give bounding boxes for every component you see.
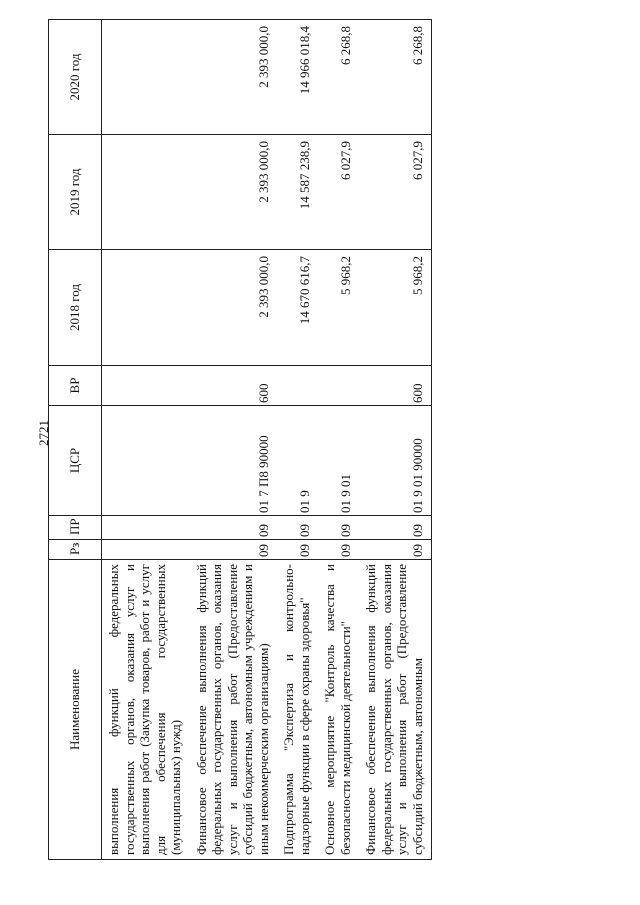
row-pr	[102, 516, 190, 540]
row-name: Финансовое обеспечение выполнения функций федеральных государственных органов, оказания услуг и выполнения работ (Предоставление субсидий бюджетным, автономным учреждениям и иным некоммерческим организациям)	[190, 560, 278, 860]
header-csr: ЦСР	[49, 406, 102, 516]
row-rz: 09	[190, 540, 278, 560]
row-name: Подпрограмма "Экспертиза и контрольно-надзорные функции в сфере охраны здоровья"	[277, 560, 318, 860]
row-pr: 09	[190, 516, 278, 540]
row-rz: 09	[318, 540, 359, 560]
row-vr	[102, 366, 190, 406]
row-csr: 01 9 01	[318, 406, 359, 516]
header-vr: ВР	[49, 366, 102, 406]
budget-table	[48, 19, 432, 860]
row-name: Финансовое обеспечение выполнения функций федеральных государственных органов, оказания услуг и выполнения работ (Предоставление субсидий бюджетным, автономным	[359, 560, 432, 860]
row-vr	[277, 366, 318, 406]
table-row	[318, 20, 359, 860]
table-row	[277, 20, 318, 860]
table-row	[359, 20, 432, 860]
row-2019: 6 027,9	[359, 135, 432, 250]
row-2020: 6 268,8	[359, 20, 432, 135]
row-vr	[318, 366, 359, 406]
row-2018: 5 968,2	[359, 250, 432, 366]
row-pr: 09	[318, 516, 359, 540]
row-csr: 01 9 01 90000	[359, 406, 432, 516]
row-2018	[102, 250, 190, 366]
row-csr	[102, 406, 190, 516]
row-2020: 2 393 000,0	[190, 20, 278, 135]
rotated-page-content	[48, 20, 588, 860]
row-2019	[102, 135, 190, 250]
row-2018: 5 968,2	[318, 250, 359, 366]
row-csr: 01 9	[277, 406, 318, 516]
row-pr: 09	[277, 516, 318, 540]
header-name: Наименование	[49, 560, 102, 860]
header-2019: 2019 год	[49, 135, 102, 250]
table-header-row	[49, 20, 102, 860]
header-2018: 2018 год	[49, 250, 102, 366]
header-pr: ПР	[49, 516, 102, 540]
table-row	[102, 20, 190, 860]
row-csr: 01 7 П8 90000	[190, 406, 278, 516]
header-rz: Рз	[49, 540, 102, 560]
page-number: 2721	[36, 420, 51, 446]
row-rz: 09	[359, 540, 432, 560]
row-2018: 14 670 616,7	[277, 250, 318, 366]
row-2020	[102, 20, 190, 135]
row-name: выполнения функций федеральных государственных органов, оказания услуг и выполнения работ (Закупка товаров, работ и услуг для обеспечения государственных (муниципальных) нужд)	[102, 560, 190, 860]
row-2020: 14 966 018,4	[277, 20, 318, 135]
row-2018: 2 393 000,0	[190, 250, 278, 366]
header-2020: 2020 год	[49, 20, 102, 135]
row-2019: 6 027,9	[318, 135, 359, 250]
row-rz: 09	[277, 540, 318, 560]
row-pr: 09	[359, 516, 432, 540]
row-2019: 14 587 238,9	[277, 135, 318, 250]
row-2019: 2 393 000,0	[190, 135, 278, 250]
row-rz	[102, 540, 190, 560]
row-name: Основное мероприятие "Контроль качества и безопасности медицинской деятельности"	[318, 560, 359, 860]
row-2020: 6 268,8	[318, 20, 359, 135]
row-vr: 600	[359, 366, 432, 406]
row-vr: 600	[190, 366, 278, 406]
table-row	[190, 20, 278, 860]
